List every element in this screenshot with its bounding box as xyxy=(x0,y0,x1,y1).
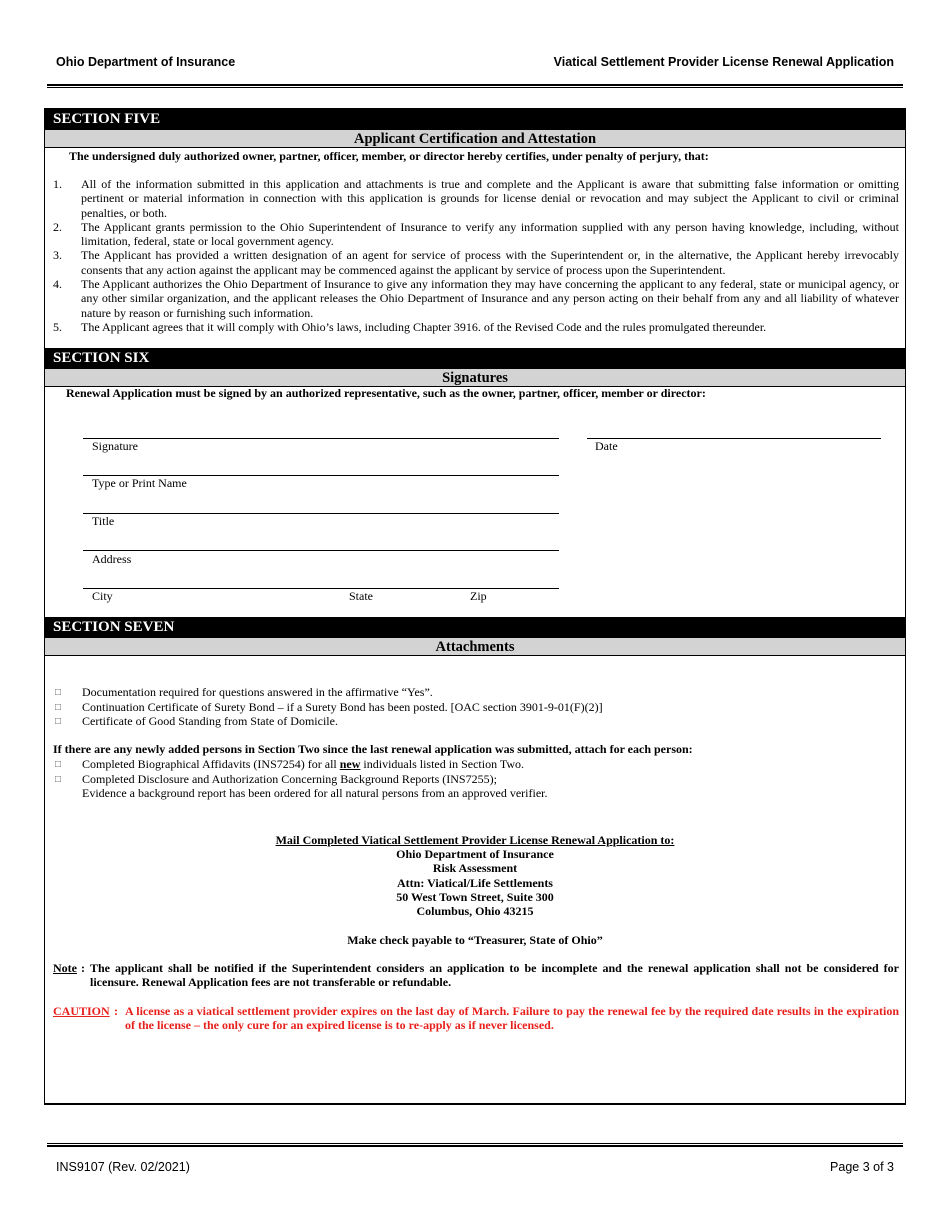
certification-number: 3. xyxy=(53,248,62,263)
zip-label: Zip xyxy=(470,589,487,603)
checkbox[interactable]: □ xyxy=(55,759,62,770)
section-seven-bar: SECTION SEVEN xyxy=(45,617,905,637)
certification-text: The Applicant grants permission to the Ohio Superintendent of Insurance to verify any information supplied with any person having knowledge, including, without limitation, federal, state or local government agency. xyxy=(81,219,899,249)
new-persons-list xyxy=(53,757,547,801)
attachment-text-after: individuals listed in Section Two. xyxy=(360,757,525,771)
caution-block: CAUTION : A license as a viatical settlement provider expires on the last day of March. Failure to pay the renewal fee by the required date results in the expiration of the license – the only cure for an expired license is to re-apply as if never licensed. xyxy=(53,1004,899,1033)
mailing-line: Ohio Department of Insurance xyxy=(396,847,554,862)
mailing-line: 50 West Town Street, Suite 300 xyxy=(396,889,554,904)
section-six-bar: SECTION SIX xyxy=(45,348,905,368)
state-label: State xyxy=(349,589,373,603)
attachment-text: Evidence a background report has been ordered for all natural persons from an approved verifier. xyxy=(82,786,548,800)
section-five-intro: The undersigned duly authorized owner, partner, officer, member, or director hereby certifies, under penalty of perjury, that: xyxy=(69,149,709,163)
address-label: Address xyxy=(92,552,132,566)
attachment-text: Documentation required for questions answered in the affirmative “Yes”. xyxy=(82,685,433,699)
mailing-title: Mail Completed Viatical Settlement Provider License Renewal Application to: xyxy=(275,833,675,847)
footer-rule xyxy=(47,1143,903,1147)
checkbox[interactable]: □ xyxy=(55,687,62,698)
signature-field[interactable] xyxy=(83,438,559,439)
certification-text: The Applicant agrees that it will comply with Ohio’s laws, including Chapter 3916. of the Revised Code and the rules promulgated thereunder. xyxy=(81,319,767,334)
header-rule xyxy=(47,84,903,88)
print-name-label: Type or Print Name xyxy=(92,476,187,490)
checkbox[interactable]: □ xyxy=(55,716,62,727)
attachment-item xyxy=(53,714,603,729)
check-payable: Make check payable to “Treasurer, State of Ohio” xyxy=(347,933,603,947)
footer-page-number: Page 3 of 3 xyxy=(830,1160,894,1174)
section-seven-subtitle: Attachments xyxy=(45,637,905,656)
new-emphasis: new xyxy=(339,757,361,771)
caution-label: CAUTION xyxy=(53,1004,110,1018)
certification-list xyxy=(51,177,899,334)
certification-item xyxy=(51,248,899,277)
attachment-text: Continuation Certificate of Surety Bond – if a Surety Bond has been posted. [OAC section 3901-9-01(F)(2)] xyxy=(82,699,603,714)
title-label: Title xyxy=(92,514,115,528)
certification-item xyxy=(51,177,899,220)
checkbox[interactable]: □ xyxy=(55,701,62,713)
certification-item xyxy=(51,320,899,334)
note-text: The applicant shall be notified if the Superintendent considers an application to be incomplete and the renewal application shall not be considered for licensure. Renewal Application fees are not transferable or refundable. xyxy=(90,961,899,990)
attachment-text-before: Completed Biographical Affidavits (INS7254) for all xyxy=(82,757,340,771)
certification-text: All of the information submitted in this application and attachments is true and complete and the Applicant is aware that submitting false information or omitting pertinent or material information in connection with this application is grounds for license denial or revocation and may subject the Applicant to civil or criminal penalties, or both. xyxy=(81,177,899,220)
title-field[interactable] xyxy=(83,513,559,514)
note-label: Note xyxy=(53,961,77,975)
form-frame xyxy=(44,108,906,1105)
mailing-line: Columbus, Ohio 43215 xyxy=(416,904,534,919)
attachment-text: Certificate of Good Standing from State of Domicile. xyxy=(82,714,338,728)
attachment-item xyxy=(53,772,547,787)
new-persons-heading: If there are any newly added persons in Section Two since the last renewal application was submitted, attach for each person: xyxy=(53,742,693,756)
city-state-zip-field[interactable] xyxy=(83,588,559,589)
date-field[interactable] xyxy=(587,438,881,439)
attachment-item xyxy=(53,700,603,715)
footer-form-id: INS9107 (Rev. 02/2021) xyxy=(56,1160,190,1174)
header-agency: Ohio Department of Insurance xyxy=(56,55,236,69)
attachment-item xyxy=(53,685,603,700)
attachment-item xyxy=(53,757,547,772)
mailing-block xyxy=(45,833,905,918)
section-five-bar: SECTION FIVE xyxy=(45,109,905,129)
attachments-list xyxy=(53,685,603,729)
certification-number: 1. xyxy=(53,177,62,191)
mailing-line: Attn: Viatical/Life Settlements xyxy=(397,875,553,890)
address-field[interactable] xyxy=(83,550,559,551)
caution-text: A license as a viatical settlement provider expires on the last day of March. Failure to pay the renewal fee by the required date results in the expiration of the license – the only cure for an expired license is to re-apply as if never licensed. xyxy=(125,1004,899,1033)
attachment-item xyxy=(53,786,547,801)
section-six-subtitle: Signatures xyxy=(45,368,905,387)
certification-number: 2. xyxy=(53,219,62,234)
mailing-line: Risk Assessment xyxy=(432,861,518,876)
note-block: Note : The applicant shall be notified if the Superintendent considers an application to be incomplete and the renewal application shall not be considered for licensure. Renewal Application fees are not transferable or refundable. xyxy=(53,961,899,990)
city-label: City xyxy=(92,589,113,603)
header-form-title: Viatical Settlement Provider License Renewal Application xyxy=(553,55,894,69)
section-six-intro: Renewal Application must be signed by an authorized representative, such as the owner, partner, officer, member or director: xyxy=(66,386,706,400)
checkbox[interactable]: □ xyxy=(55,773,62,785)
certification-item xyxy=(51,220,899,249)
certification-number: 4. xyxy=(53,277,62,292)
date-label: Date xyxy=(595,439,618,453)
certification-item xyxy=(51,277,899,320)
section-five-subtitle: Applicant Certification and Attestation xyxy=(45,129,905,148)
certification-number: 5. xyxy=(53,319,62,334)
attachment-text: Completed Disclosure and Authorization Concerning Background Reports (INS7255); xyxy=(82,771,497,786)
certification-text: The Applicant authorizes the Ohio Department of Insurance to give any information they may have concerning the applicant to any federal, state or municipal agency, or any other similar organization, and the applicant releases the Ohio Department of Insurance and any person acting on their behalf from any and all liability of whatever nature by reason or furnishing such information. xyxy=(81,277,899,320)
signature-label: Signature xyxy=(92,439,138,453)
certification-text: The Applicant has provided a written designation of an agent for service of process with the Superintendent or, in the alternative, the Applicant hereby irrevocably consents that any action against the applicant may be commenced against the applicant by service of process upon the Superintendent. xyxy=(81,248,899,277)
